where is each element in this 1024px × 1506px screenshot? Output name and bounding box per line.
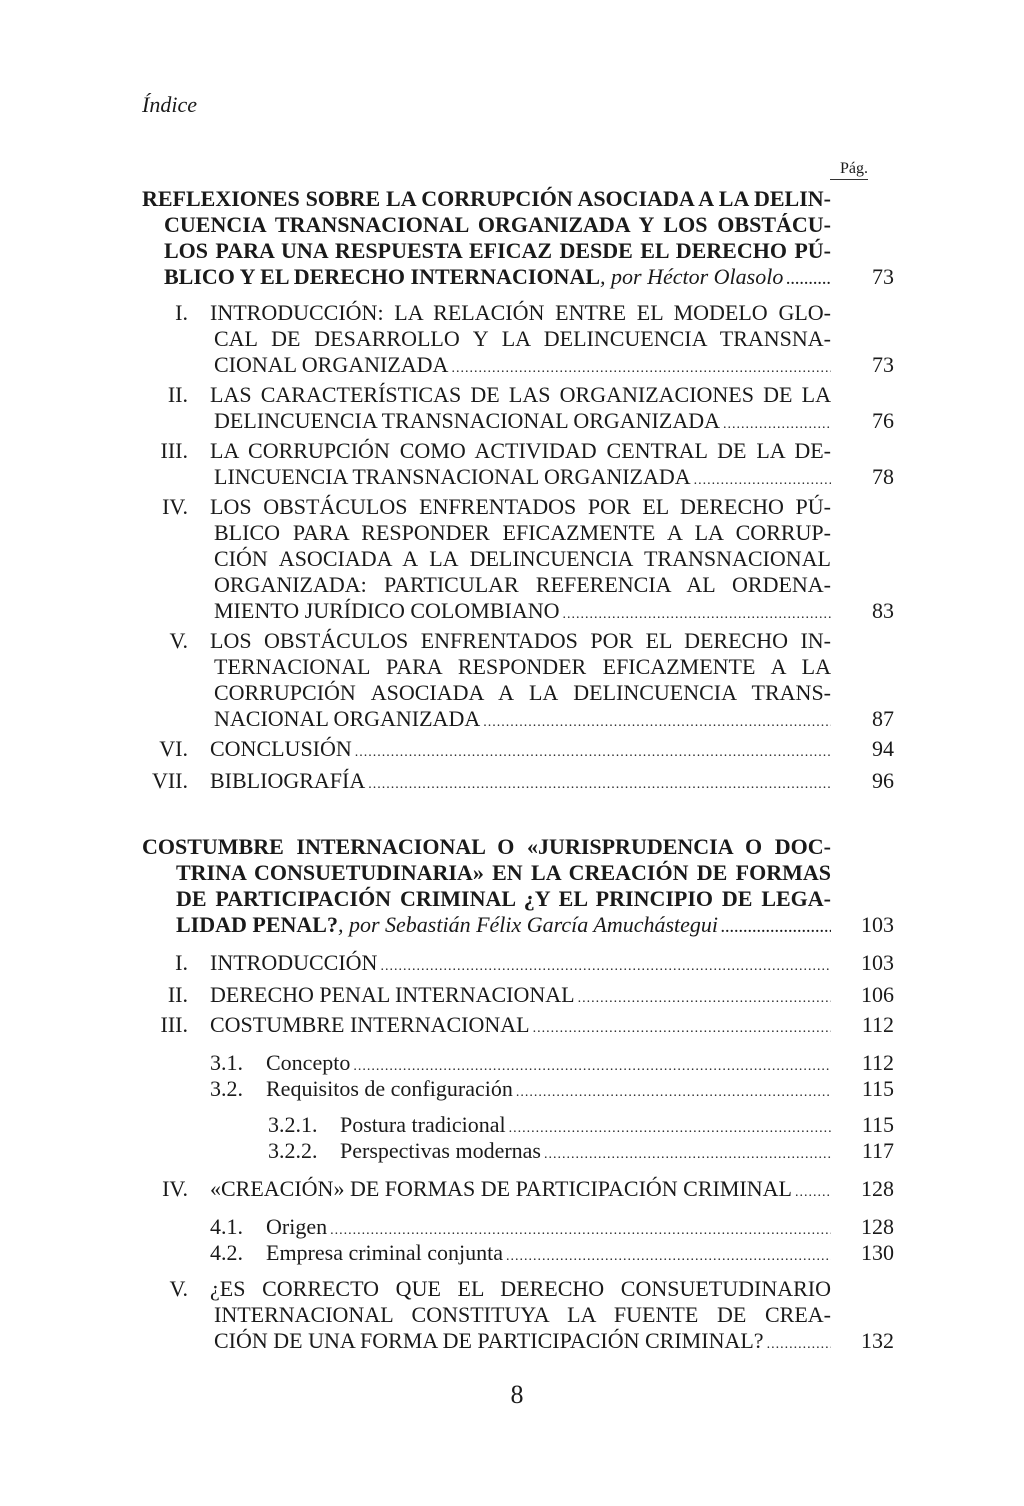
subsection-number: 3.2.1. <box>268 1112 318 1137</box>
page-number: 128 <box>861 1176 894 1201</box>
entry-line: CIÓN ASOCIADA A LA DELINCUENCIA TRANSNACIONAL <box>214 546 831 571</box>
section-number: I. <box>175 300 188 325</box>
section-number: VII. <box>151 768 188 793</box>
entry-line: BLICO PARA RESPONDER EFICAZMENTE A LA CORRUP- <box>214 520 831 545</box>
entry-line: TERNACIONAL PARA RESPONDER EFICAZMENTE A LA <box>214 654 831 679</box>
page-number: 112 <box>861 1050 894 1075</box>
subsection-number: 3.1. <box>210 1050 243 1075</box>
page-number: 112 <box>861 1012 894 1037</box>
entry-line: COSTUMBRE INTERNACIONAL ..... <box>210 1012 831 1042</box>
page-number: 103 <box>861 912 894 937</box>
folio-page-number: 8 <box>510 1380 524 1409</box>
page-number: 128 <box>861 1214 894 1239</box>
entry-line: NACIONAL ORGANIZADA ..... <box>214 706 831 736</box>
page-number: 106 <box>861 982 894 1007</box>
entry-line: DERECHO PENAL INTERNACIONAL ..... <box>210 982 831 1012</box>
section-number: II. <box>167 382 188 407</box>
page-number: 115 <box>861 1076 894 1101</box>
entry-line: Empresa criminal conjunta ..... <box>266 1240 831 1270</box>
page-number: 83 <box>872 598 894 623</box>
section-number: III. <box>160 438 188 463</box>
page-number: 76 <box>872 408 894 433</box>
section-number: II. <box>167 982 188 1007</box>
section-number: VI. <box>159 736 188 761</box>
page-number: 132 <box>861 1328 894 1353</box>
entry-line: ORGANIZADA: PARTICULAR REFERENCIA AL ORDENA- <box>214 572 831 597</box>
chapter-title-line: LIDAD PENAL?, por Sebastián Félix García Amuchástegui ..... <box>176 912 831 942</box>
subsection-number: 3.2. <box>210 1076 243 1101</box>
entry-line: LAS CARACTERÍSTICAS DE LAS ORGANIZACIONES DE LA <box>210 382 831 407</box>
entry-line: LOS OBSTÁCULOS ENFRENTADOS POR EL DERECHO PÚ- <box>210 494 831 519</box>
entry-line: LA CORRUPCIÓN COMO ACTIVIDAD CENTRAL DE LA DE- <box>210 438 831 463</box>
entry-line: CONCLUSIÓN ..... <box>210 736 831 766</box>
subsection-number: 4.2. <box>210 1240 243 1265</box>
chapter-title-line: CUENCIA TRANSNACIONAL ORGANIZADA Y LOS OBSTÁCU- <box>164 212 831 237</box>
entry-line: CAL DE DESARROLLO Y LA DELINCUENCIA TRANSNA- <box>214 326 831 351</box>
entry-line: INTRODUCCIÓN: LA RELACIÓN ENTRE EL MODELO GLO- <box>210 300 831 325</box>
entry-line: Postura tradicional ..... <box>340 1112 831 1142</box>
entry-line: CORRUPCIÓN ASOCIADA A LA DELINCUENCIA TRANS- <box>214 680 831 705</box>
page-number: 117 <box>861 1138 894 1163</box>
entry-line: ¿ES CORRECTO QUE EL DERECHO CONSUETUDINARIO <box>210 1276 831 1301</box>
page-number: 73 <box>872 352 894 377</box>
entry-line: Perspectivas modernas ..... <box>340 1138 831 1168</box>
entry-line: Concepto ..... <box>266 1050 831 1080</box>
page-number: 73 <box>872 264 894 289</box>
section-number: IV. <box>162 1176 188 1201</box>
section-number: III. <box>160 1012 188 1037</box>
page-number: 130 <box>861 1240 894 1265</box>
chapter-title-line: REFLEXIONES SOBRE LA CORRUPCIÓN ASOCIADA A LA DELIN- <box>142 186 831 211</box>
page-number: 103 <box>861 950 894 975</box>
entry-line: BIBLIOGRAFÍA ..... <box>210 768 831 798</box>
chapter-title-line: BLICO Y EL DERECHO INTERNACIONAL, por Héctor Olasolo ..... <box>164 264 831 294</box>
chapter-title-line: DE PARTICIPACIÓN CRIMINAL ¿Y EL PRINCIPIO DE LEGA- <box>176 886 831 911</box>
page-number: 94 <box>872 736 894 761</box>
running-head: Índice <box>142 92 197 117</box>
entry-line: INTERNACIONAL CONSTITUYA LA FUENTE DE CREA- <box>214 1302 831 1327</box>
entry-line: CIÓN DE UNA FORMA DE PARTICIPACIÓN CRIMINAL? ..... <box>214 1328 831 1358</box>
chapter-title-line: TRINA CONSUETUDINARIA» EN LA CREACIÓN DE FORMAS <box>176 860 831 885</box>
entry-line: DELINCUENCIA TRANSNACIONAL ORGANIZADA ..... <box>214 408 831 438</box>
entry-line: Origen ..... <box>266 1214 831 1244</box>
subsection-number: 3.2.2. <box>268 1138 318 1163</box>
entry-line: INTRODUCCIÓN ..... <box>210 950 831 980</box>
page-number: 78 <box>872 464 894 489</box>
page-number: 87 <box>872 706 894 731</box>
section-number: V. <box>169 628 188 653</box>
chapter-title-line: COSTUMBRE INTERNACIONAL O «JURISPRUDENCIA O DOC- <box>142 834 831 859</box>
page-column-label: Pág. <box>830 160 868 180</box>
page-number: 115 <box>861 1112 894 1137</box>
entry-line: Requisitos de configuración ..... <box>266 1076 831 1106</box>
entry-line: CIONAL ORGANIZADA ..... <box>214 352 831 382</box>
subsection-number: 4.1. <box>210 1214 243 1239</box>
section-number: IV. <box>162 494 188 519</box>
section-number: I. <box>175 950 188 975</box>
section-number: V. <box>169 1276 188 1301</box>
entry-line: MIENTO JURÍDICO COLOMBIANO ..... <box>214 598 831 628</box>
chapter-title-line: LOS PARA UNA RESPUESTA EFICAZ DESDE EL DERECHO PÚ- <box>164 238 831 263</box>
entry-line: LINCUENCIA TRANSNACIONAL ORGANIZADA ..... <box>214 464 831 494</box>
page-number: 96 <box>872 768 894 793</box>
entry-line: LOS OBSTÁCULOS ENFRENTADOS POR EL DERECHO IN- <box>210 628 831 653</box>
entry-line: «CREACIÓN» DE FORMAS DE PARTICIPACIÓN CRIMINAL ..... <box>210 1176 831 1206</box>
